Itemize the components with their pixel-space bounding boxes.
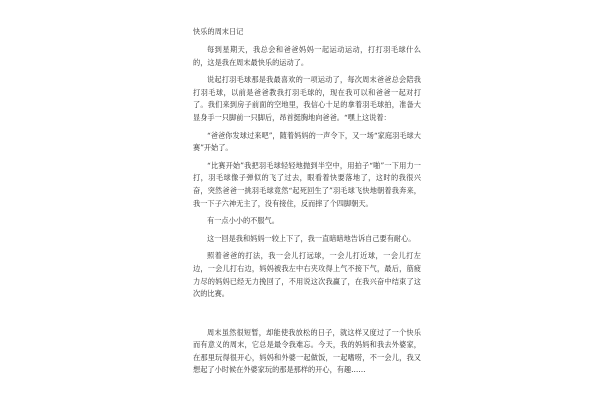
diary-document [193, 26, 421, 382]
paragraph-badminton: 说起打羽毛球那是我最喜欢的一项运动了，每次周末爸爸总会陪我打羽毛球，以前是爸爸教我打羽毛球的，现在我可以和爸爸一起对打了。我们来到房子前面的空地里，我信心十足的拿着羽毛球拍，准备大显身手一只脚前一只脚后，昂首挺胸地向爸爸。“嘿上这说着： [193, 75, 421, 122]
paragraph-conclusion: 周末虽然很短暂，却能使我放松的日子，就这样又度过了一个快乐而有意义的周末，它总是最令我难忘。今天，我的妈妈和我去外婆家，在那里玩得很开心，妈妈和外婆一起做饭，一起嗜唠，不一会儿，我又想起了小时候在外婆家玩的那是那样的开心，有趣…… [193, 327, 421, 375]
paragraph-versus-mom: 这一回是我和妈妈一较上下了，我一直暗暗地告诉自己要有耐心。 [207, 233, 416, 243]
paragraph-match-start: “爸爸你发球过来吧”，随着妈妈的一声令下，又一场“家庭羽毛球大赛”开始了。 [193, 130, 421, 153]
paragraph-serve: “比赛开始”我把羽毛球轻轻地抛到半空中，用拍子“啪”一下用力一打，羽毛球像子弹似的飞了过去，眼看着快要落地了，这时的我很兴奋，突然爸爸一挑羽毛球竟然“起死回生了”羽毛球飞快地朝着我奔来，我一下子六神无主了，没有接住，反而摔了个四脚朝天。 [193, 160, 421, 208]
paragraph-victory: 照着爸爸的打法，我一会儿打远球，一会儿打近球，一会儿打左边，一会儿打右边，妈妈被我左中右夹攻得上气不接下气，最后，筋疲力尽的妈妈已经无力挽回了，不用说这次我赢了，在我兴奋中结束了这次的比赛。 [193, 251, 421, 299]
paragraph-not-convinced: 有一点小小的不服气。 [207, 216, 279, 226]
document-title: 快乐的周末日记 [193, 27, 244, 36]
paragraph-intro: 每到星期天，我总会和爸爸妈妈一起运动运动，打打羽毛球什么的，这是我在周末最快乐的运动了。 [193, 45, 421, 67]
